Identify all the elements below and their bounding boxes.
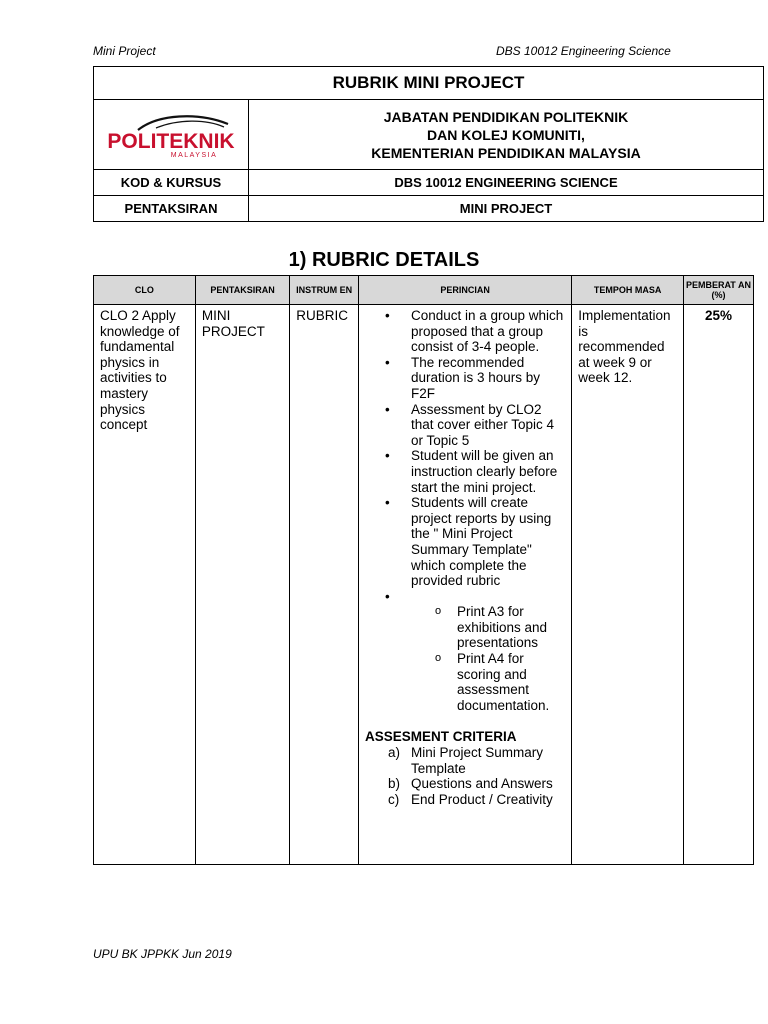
logo-wordmark: POLITEKNIK bbox=[107, 129, 235, 153]
course-code-label: KOD & KURSUS bbox=[94, 170, 249, 196]
section-title-text: 1) RUBRIC DETAILS bbox=[288, 249, 480, 271]
rubric-header-row bbox=[94, 276, 754, 305]
criteria-list bbox=[365, 745, 565, 807]
course-code-value: DBS 10012 ENGINEERING SCIENCE bbox=[249, 170, 764, 196]
col-header-clo: CLO bbox=[94, 276, 196, 305]
sub-item: o Print A4 for scoring and assessment documentation. bbox=[457, 651, 565, 713]
section-title bbox=[0, 249, 768, 272]
assessment-label: PENTAKSIRAN bbox=[94, 196, 249, 222]
sub-item: o Print A3 for exhibitions and presentations bbox=[457, 604, 565, 651]
pemberat-cell: 25% bbox=[683, 305, 753, 865]
bullet-item: • Students will create project reports by using the " Mini Project Summary Template" which complete the provided rubric bbox=[411, 495, 565, 589]
bullet-item: • Student will be given an instruction clearly before start the mini project. bbox=[411, 448, 565, 495]
assessment-value: MINI PROJECT bbox=[249, 196, 764, 222]
organization-name bbox=[249, 100, 764, 170]
page-header-right: DBS 10012 Engineering Science bbox=[496, 44, 671, 58]
politeknik-logo bbox=[94, 100, 249, 170]
tempoh-cell: Implementation is recommended at week 9 or week 12. bbox=[572, 305, 684, 865]
criteria-item-label: c) bbox=[387, 791, 400, 807]
criteria-item bbox=[387, 791, 565, 808]
criteria-item-label: b) bbox=[387, 776, 400, 792]
page-footer: UPU BK JPPKK Jun 2019 bbox=[93, 947, 232, 961]
bullet-item: • Conduct in a group which proposed that a group consist of 3-4 people. bbox=[411, 308, 565, 355]
col-header-instrumen: INSTRUM EN bbox=[290, 276, 359, 305]
criteria-item bbox=[387, 776, 565, 792]
perincian-cell bbox=[358, 305, 571, 865]
clo-cell: CLO 2 Apply knowledge of fundamental physics in activities to mastery physics concept bbox=[94, 305, 196, 865]
page-header-left: Mini Project bbox=[93, 44, 156, 58]
bullet-item: • The recommended duration is 3 hours by F2F bbox=[411, 355, 565, 402]
bullet-item: • Assessment by CLO2 that cover either Topic 4 or Topic 5 bbox=[411, 402, 565, 449]
org-line-3: KEMENTERIAN PENDIDIKAN MALAYSIA bbox=[371, 144, 641, 161]
rubric-info-table bbox=[93, 66, 764, 222]
col-header-pentaksiran: PENTAKSIRAN bbox=[195, 276, 289, 305]
bullet-item-empty bbox=[411, 589, 565, 605]
rubric-title: RUBRIK MINI PROJECT bbox=[94, 67, 764, 100]
politeknik-logo-icon bbox=[98, 110, 244, 160]
col-header-perincian: PERINCIAN bbox=[358, 276, 571, 305]
pentaksiran-cell: MINI PROJECT bbox=[195, 305, 289, 865]
col-header-tempoh: TEMPOH MASA bbox=[572, 276, 684, 305]
criteria-item-text: Questions and Answers bbox=[410, 776, 553, 792]
criteria-item-text: End Product / Creativity bbox=[410, 791, 553, 807]
criteria-item bbox=[387, 745, 565, 776]
criteria-item-label: a) bbox=[387, 745, 400, 761]
org-line-1: JABATAN PENDIDIKAN POLITEKNIK bbox=[383, 108, 629, 125]
criteria-item-text: Mini Project Summary Template bbox=[410, 745, 543, 776]
org-line-2: DAN KOLEJ KOMUNITI, bbox=[427, 126, 585, 143]
logo-subtext: MALAYSIA bbox=[170, 151, 218, 159]
perincian-bullet-list bbox=[365, 308, 565, 604]
col-header-pemberat: PEMBERAT AN (%) bbox=[683, 276, 753, 305]
perincian-sub-list bbox=[411, 604, 565, 713]
rubric-details-table bbox=[93, 275, 754, 865]
instrumen-cell: RUBRIC bbox=[290, 305, 359, 865]
criteria-heading: ASSESMENT CRITERIA bbox=[364, 729, 517, 745]
rubric-row bbox=[94, 305, 754, 865]
